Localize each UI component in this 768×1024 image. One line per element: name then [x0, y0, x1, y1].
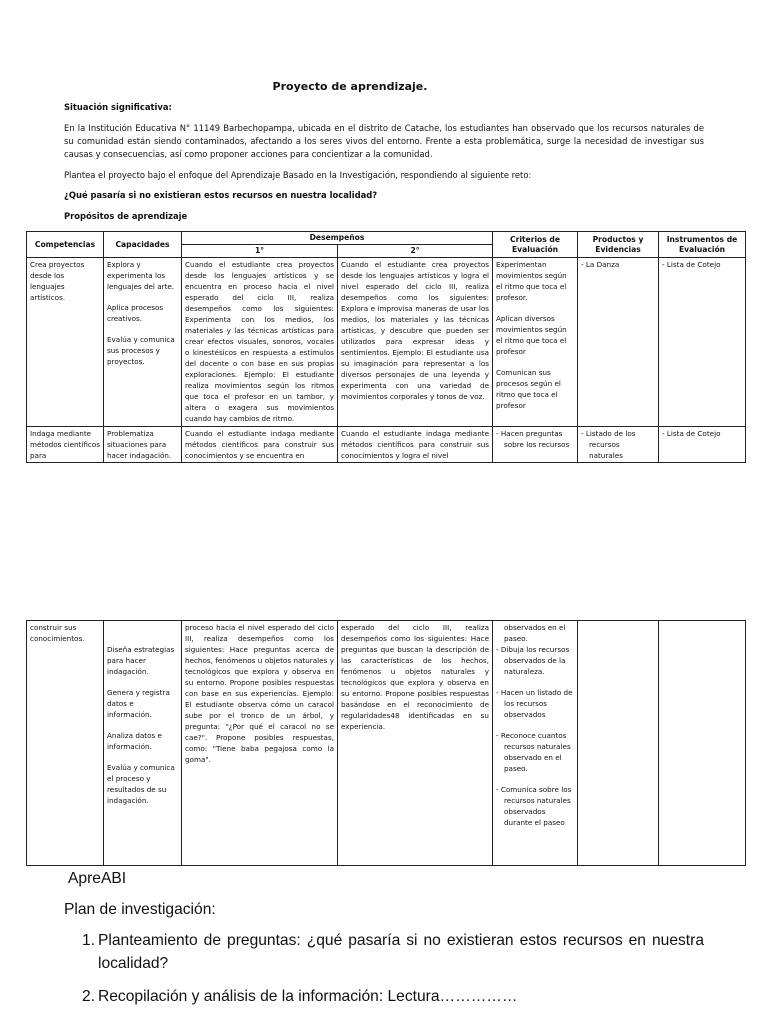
plan-item: 2. Recopilación y análisis de la información: Lectura……………	[82, 988, 518, 1005]
approach-text: Plantea el proyecto bajo el enfoque del Aprendizaje Basado en la Investigación, respondiendo al siguiente reto:	[64, 170, 532, 180]
row1-producto: - La Danza	[578, 258, 659, 427]
plan-heading: Plan de investigación:	[64, 901, 216, 918]
row2-capacidad-top: Problematiza situaciones para hacer indagación.	[104, 427, 182, 463]
header-competencias: Competencias	[27, 232, 104, 258]
row2-desempeno-1-top: Cuando el estudiante indaga mediante métodos científicos para construir sus conocimientos y se encuentra en	[182, 427, 338, 463]
row1-desempeno-1: Cuando el estudiante crea proyectos desde los lenguajes artísticos y se encuentra en proceso hacia el nivel esperado del ciclo III, realiza desempeños como los siguientes: Experimenta con los medios, los materiales y las técnicas artísticas para crear efectos visuales, sonoros, vocales o kinestésicos en respuesta a estímulos del docente o con base en sus propias exploraciones. Ejemplo: El estudiante realiza movimientos según los ritmos que toca el profesor en un tambor, y altera o exagera sus movimientos cuando hay cambios de ritmo.	[182, 258, 338, 427]
header-productos: Productos y Evidencias	[578, 232, 659, 258]
row2-desempeno-1-bottom: proceso hacia el nivel esperado del ciclo III, realiza desempeños como los siguientes: Hace preguntas acerca de hechos, fenómenos u objetos naturales y tecnológicos que explora y observa en su entorno. Propone posibles respuestas con base en sus experiencias. Ejemplo: El estudiante observa cómo un caracol sube por el tronco de un árbol, y pregunta: "¿Por qué el caracol no se cae?". Propone posibles respuestas, como: "Tiene baba pegajosa como la goma".	[182, 621, 338, 866]
situation-heading: Situación significativa:	[64, 102, 172, 112]
header-grade-1: 1°	[182, 245, 338, 258]
purposes-table-bottom	[26, 620, 746, 866]
row2-producto-bottom	[578, 621, 659, 866]
header-desempenos: Desempeños	[182, 232, 493, 245]
plan-item: 1. Planteamiento de preguntas: ¿qué pasaría si no existieran estos recursos en nuestra localidad?	[82, 932, 704, 972]
row2-desempeno-2-top: Cuando el estudiante indaga mediante métodos científicos para construir sus conocimientos y logra el nivel	[338, 427, 493, 463]
row1-instrumento: - Lista de Cotejo	[659, 258, 746, 427]
row2-competencia-top: Indaga mediante métodos científicos para	[27, 427, 104, 463]
row2-desempeno-2-bottom: esperado del ciclo III, realiza desempeños como los siguientes: Hace preguntas que buscan la descripción de las características de los hechos, fenómenos u objetos naturales y tecnológicos que explora y observa en su entorno. Propone posibles respuestas basándose en el reconocimiento de regularidades48 identificadas en su experiencia.	[338, 621, 493, 866]
row1-capacidades: Explora y experimenta los lenguajes del arte. Aplica procesos creativos. Evalúa y comunica sus procesos y proyectos.	[104, 258, 182, 427]
row2-instrumento-bottom	[659, 621, 746, 866]
row2-criterio-top: - Hacen preguntas sobre los recursos	[493, 427, 578, 463]
row1-desempeno-2: Cuando el estudiante crea proyectos desde los lenguajes artísticos y logra el nivel esperado del ciclo III, realiza desempeños como los siguientes: Explora e improvisa maneras de usar los medios, los materiales y las técnicas artísticas, y descubre que pueden ser utilizados para expresar ideas y sentimientos. Ejemplo: El estudiante usa su imaginación para representar a los diversos personajes de una leyenda y experimenta con una variedad de movimientos corporales y tonos de voz.	[338, 258, 493, 427]
header-criterios: Criterios de Evaluación	[493, 232, 578, 258]
row1-competencia: Crea proyectos desde los lenguajes artísticos.	[27, 258, 104, 427]
header-grade-2: 2°	[338, 245, 493, 258]
row2-capacidades-bottom: Diseña estrategias para hacer indagación. Genera y registra datos e información. Analiza datos e información. Evalúa y comunica el proceso y resultados de su indagación.	[104, 621, 182, 866]
row2-instrumento: - Lista de Cotejo	[659, 427, 746, 463]
header-instrumentos: Instrumentos de Evaluación	[659, 232, 746, 258]
header-capacidades: Capacidades	[104, 232, 182, 258]
row2-producto: - Listado de los recursos naturales	[578, 427, 659, 463]
row2-criterios-bottom: observados en el paseo. - Dibuja los recursos observados de la naturaleza. - Hacen un listado de los recursos observados - Reconoce cuantos recursos naturales observado en el paseo. - Comunica sobre los recursos naturales observados durante el paseo	[493, 621, 578, 866]
purposes-heading: Propósitos de aprendizaje	[64, 211, 188, 221]
challenge-question: ¿Qué pasaría si no existieran estos recursos en nuestra localidad?	[64, 190, 378, 200]
row1-criterios: Experimentan movimientos según el ritmo que toca el profesor. Aplican diversos movimientos según el ritmo que toca el profesor Comunican sus procesos según el ritmo que toca el profesor	[493, 258, 578, 427]
row2-competencia-bottom: construir sus conocimientos.	[27, 621, 104, 866]
purposes-table-top	[26, 231, 746, 463]
plan-list	[64, 929, 704, 1008]
document-title: Proyecto de aprendizaje.	[272, 80, 428, 93]
apre-abi-label: ApreABI	[68, 870, 127, 887]
situation-text: En la Institución Educativa N° 11149 Barbechopampa, ubicada en el distrito de Catache, los estudiantes han observado que los recursos naturales de su comunidad están siendo contaminados, afectando a los seres vivos del entorno. Frente a esta problemática, surge la necesidad de investigar sus causas y consecuencias, así como proponer acciones para concientizar a la comunidad.	[64, 123, 704, 160]
